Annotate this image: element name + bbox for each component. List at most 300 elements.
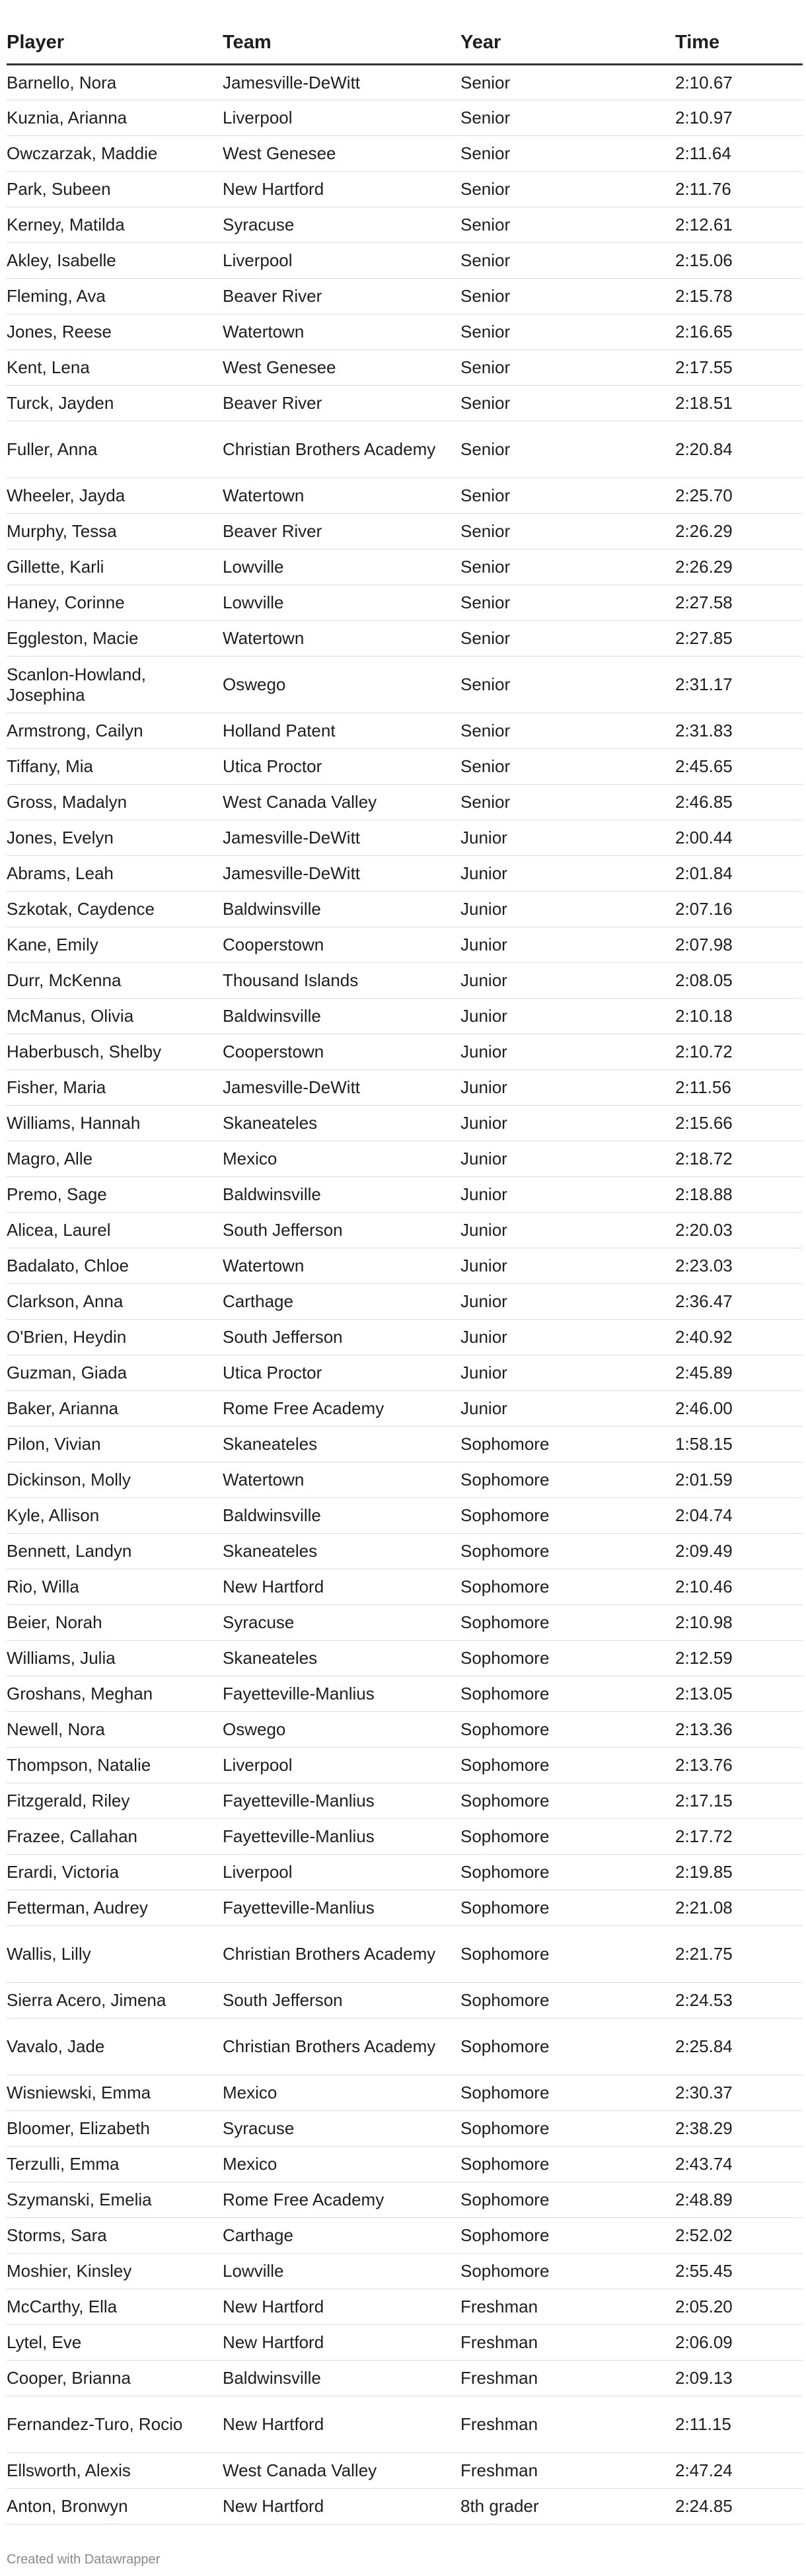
cell-team: New Hartford — [223, 172, 460, 207]
cell-time: 2:11.64 — [675, 136, 803, 172]
column-header-year[interactable]: Year — [460, 21, 675, 65]
cell-player: Durr, McKenna — [7, 963, 223, 999]
table-row — [7, 1783, 803, 1819]
table-row — [7, 657, 803, 713]
cell-team: Skaneateles — [223, 1106, 460, 1141]
cell-team: Syracuse — [223, 207, 460, 243]
cell-time: 2:43.74 — [675, 2147, 803, 2182]
column-header-player[interactable]: Player — [7, 21, 223, 65]
table-row — [7, 550, 803, 585]
cell-team: Fayetteville-Manlius — [223, 1676, 460, 1712]
table-row — [7, 386, 803, 421]
cell-team: Lowville — [223, 2254, 460, 2289]
table-row — [7, 478, 803, 514]
cell-time: 2:08.05 — [675, 963, 803, 999]
table-row — [7, 207, 803, 243]
cell-year: Senior — [460, 550, 675, 585]
cell-team: Liverpool — [223, 1855, 460, 1890]
cell-time: 2:11.76 — [675, 172, 803, 207]
cell-player: Alicea, Laurel — [7, 1213, 223, 1248]
datawrapper-credit[interactable]: Created with Datawrapper — [7, 2552, 161, 2567]
cell-year: Senior — [460, 100, 675, 136]
cell-player: Armstrong, Cailyn — [7, 713, 223, 749]
cell-year: Junior — [460, 927, 675, 963]
cell-time: 2:46.00 — [675, 1391, 803, 1427]
cell-year: Senior — [460, 478, 675, 514]
cell-player: Fitzgerald, Riley — [7, 1783, 223, 1819]
cell-player: Cooper, Brianna — [7, 2361, 223, 2396]
table-row — [7, 1819, 803, 1855]
cell-time: 2:01.59 — [675, 1462, 803, 1498]
cell-time: 2:00.44 — [675, 820, 803, 856]
cell-player: Guzman, Giada — [7, 1355, 223, 1391]
cell-player: Tiffany, Mia — [7, 749, 223, 785]
cell-year: Junior — [460, 1141, 675, 1177]
cell-player: Williams, Hannah — [7, 1106, 223, 1141]
cell-team: Watertown — [223, 314, 460, 350]
cell-time: 2:26.29 — [675, 550, 803, 585]
cell-player: Beier, Norah — [7, 1605, 223, 1641]
cell-team: Thousand Islands — [223, 963, 460, 999]
cell-year: Sophomore — [460, 1498, 675, 1534]
cell-time: 2:25.70 — [675, 478, 803, 514]
cell-time: 2:46.85 — [675, 785, 803, 820]
cell-time: 2:38.29 — [675, 2111, 803, 2147]
table-row — [7, 1034, 803, 1070]
cell-time: 2:31.83 — [675, 713, 803, 749]
cell-time: 2:06.09 — [675, 2325, 803, 2361]
cell-time: 2:11.56 — [675, 1070, 803, 1106]
cell-player: Akley, Isabelle — [7, 243, 223, 279]
cell-year: Junior — [460, 1248, 675, 1284]
table-row — [7, 314, 803, 350]
cell-time: 2:12.61 — [675, 207, 803, 243]
cell-time: 2:27.85 — [675, 621, 803, 657]
table-row — [7, 100, 803, 136]
table-row — [7, 1177, 803, 1213]
cell-team: Mexico — [223, 1141, 460, 1177]
cell-year: Junior — [460, 999, 675, 1034]
cell-player: Lytel, Eve — [7, 2325, 223, 2361]
cell-player: Jones, Reese — [7, 314, 223, 350]
table-row — [7, 1855, 803, 1890]
cell-time: 2:04.74 — [675, 1498, 803, 1534]
cell-player: Fleming, Ava — [7, 279, 223, 314]
cell-player: McManus, Olivia — [7, 999, 223, 1034]
cell-player: Gross, Madalyn — [7, 785, 223, 820]
cell-year: Freshman — [460, 2361, 675, 2396]
cell-player: Thompson, Natalie — [7, 1748, 223, 1783]
cell-year: Junior — [460, 963, 675, 999]
cell-year: Sophomore — [460, 1748, 675, 1783]
cell-time: 2:24.53 — [675, 1983, 803, 2019]
cell-player: Newell, Nora — [7, 1712, 223, 1748]
table-row — [7, 963, 803, 999]
cell-player: Baker, Arianna — [7, 1391, 223, 1427]
cell-year: Sophomore — [460, 1712, 675, 1748]
cell-time: 2:36.47 — [675, 1284, 803, 1320]
cell-time: 2:09.13 — [675, 2361, 803, 2396]
cell-team: Skaneateles — [223, 1641, 460, 1676]
cell-team: Watertown — [223, 1462, 460, 1498]
cell-time: 2:13.76 — [675, 1748, 803, 1783]
cell-year: Junior — [460, 856, 675, 892]
cell-player: Premo, Sage — [7, 1177, 223, 1213]
table-row — [7, 350, 803, 386]
cell-time: 2:30.37 — [675, 2075, 803, 2111]
cell-player: Murphy, Tessa — [7, 514, 223, 550]
table-row — [7, 1926, 803, 1983]
cell-team: Baldwinsville — [223, 1177, 460, 1213]
cell-player: Wallis, Lilly — [7, 1926, 223, 1983]
cell-team: Rome Free Academy — [223, 2182, 460, 2218]
cell-player: Fisher, Maria — [7, 1070, 223, 1106]
table-row — [7, 514, 803, 550]
cell-team: Carthage — [223, 2218, 460, 2254]
table-row — [7, 1748, 803, 1783]
table-row — [7, 999, 803, 1034]
cell-team: Beaver River — [223, 386, 460, 421]
table-row — [7, 1605, 803, 1641]
cell-year: Sophomore — [460, 1641, 675, 1676]
cell-year: Senior — [460, 386, 675, 421]
cell-time: 2:15.06 — [675, 243, 803, 279]
cell-time: 2:18.51 — [675, 386, 803, 421]
cell-player: Park, Subeen — [7, 172, 223, 207]
table-row — [7, 2289, 803, 2325]
cell-team: Christian Brothers Academy — [223, 1926, 460, 1983]
cell-player: Storms, Sara — [7, 2218, 223, 2254]
cell-year: Senior — [460, 421, 675, 478]
cell-time: 2:18.72 — [675, 1141, 803, 1177]
cell-time: 2:15.78 — [675, 279, 803, 314]
cell-year: Sophomore — [460, 2111, 675, 2147]
column-header-team[interactable]: Team — [223, 21, 460, 65]
cell-time: 2:20.03 — [675, 1213, 803, 1248]
cell-player: Owczarzak, Maddie — [7, 136, 223, 172]
cell-time: 2:09.49 — [675, 1534, 803, 1569]
table-row — [7, 2111, 803, 2147]
table-row — [7, 1712, 803, 1748]
table-row — [7, 927, 803, 963]
table-row — [7, 785, 803, 820]
table-row — [7, 2218, 803, 2254]
cell-player: Jones, Evelyn — [7, 820, 223, 856]
cell-time: 2:31.17 — [675, 657, 803, 713]
cell-time: 2:24.85 — [675, 2489, 803, 2524]
table-row — [7, 892, 803, 927]
cell-team: Beaver River — [223, 514, 460, 550]
table-row — [7, 1676, 803, 1712]
cell-year: Junior — [460, 1320, 675, 1355]
table-row — [7, 1983, 803, 2019]
cell-time: 2:12.59 — [675, 1641, 803, 1676]
table-row — [7, 1213, 803, 1248]
cell-player: Williams, Julia — [7, 1641, 223, 1676]
cell-team: New Hartford — [223, 2289, 460, 2325]
cell-team: Jamesville-DeWitt — [223, 1070, 460, 1106]
cell-time: 2:01.84 — [675, 856, 803, 892]
cell-year: Senior — [460, 207, 675, 243]
table-row — [7, 65, 803, 100]
cell-year: Sophomore — [460, 1676, 675, 1712]
cell-player: Badalato, Chloe — [7, 1248, 223, 1284]
cell-player: Haberbusch, Shelby — [7, 1034, 223, 1070]
cell-year: Junior — [460, 1106, 675, 1141]
cell-team: Beaver River — [223, 279, 460, 314]
cell-team: Holland Patent — [223, 713, 460, 749]
cell-player: Abrams, Leah — [7, 856, 223, 892]
table-row — [7, 1890, 803, 1926]
table-row — [7, 136, 803, 172]
cell-year: Sophomore — [460, 2019, 675, 2075]
table-row — [7, 2396, 803, 2453]
cell-team: South Jefferson — [223, 1320, 460, 1355]
cell-year: Sophomore — [460, 1855, 675, 1890]
table-row — [7, 172, 803, 207]
header-row — [7, 21, 803, 65]
table-row — [7, 2453, 803, 2489]
cell-time: 2:10.98 — [675, 1605, 803, 1641]
cell-team: New Hartford — [223, 2396, 460, 2453]
cell-team: Carthage — [223, 1284, 460, 1320]
table-row — [7, 621, 803, 657]
cell-player: Terzulli, Emma — [7, 2147, 223, 2182]
table-row — [7, 279, 803, 314]
cell-team: South Jefferson — [223, 1983, 460, 2019]
cell-year: Freshman — [460, 2396, 675, 2453]
cell-year: Sophomore — [460, 2254, 675, 2289]
cell-player: O'Brien, Heydin — [7, 1320, 223, 1355]
cell-year: Sophomore — [460, 1783, 675, 1819]
table-row — [7, 1569, 803, 1605]
cell-year: Sophomore — [460, 1569, 675, 1605]
cell-year: Senior — [460, 749, 675, 785]
cell-player: Turck, Jayden — [7, 386, 223, 421]
cell-time: 2:17.55 — [675, 350, 803, 386]
cell-team: West Canada Valley — [223, 2453, 460, 2489]
cell-team: Fayetteville-Manlius — [223, 1783, 460, 1819]
cell-team: Fayetteville-Manlius — [223, 1819, 460, 1855]
cell-team: Mexico — [223, 2075, 460, 2111]
cell-time: 2:40.92 — [675, 1320, 803, 1355]
table-row — [7, 2147, 803, 2182]
cell-time: 2:10.46 — [675, 1569, 803, 1605]
cell-time: 2:13.36 — [675, 1712, 803, 1748]
cell-team: Jamesville-DeWitt — [223, 65, 460, 100]
table-row — [7, 1462, 803, 1498]
cell-team: Rome Free Academy — [223, 1391, 460, 1427]
cell-team: Cooperstown — [223, 1034, 460, 1070]
cell-year: Sophomore — [460, 2218, 675, 2254]
cell-year: Sophomore — [460, 1983, 675, 2019]
cell-time: 2:19.85 — [675, 1855, 803, 1890]
cell-year: Sophomore — [460, 1890, 675, 1926]
cell-time: 2:05.20 — [675, 2289, 803, 2325]
cell-player: Eggleston, Macie — [7, 621, 223, 657]
cell-team: West Canada Valley — [223, 785, 460, 820]
cell-player: Kane, Emily — [7, 927, 223, 963]
cell-player: Kerney, Matilda — [7, 207, 223, 243]
cell-team: Liverpool — [223, 1748, 460, 1783]
cell-player: Sierra Acero, Jimena — [7, 1983, 223, 2019]
table-row — [7, 1641, 803, 1676]
cell-team: Watertown — [223, 621, 460, 657]
cell-player: Clarkson, Anna — [7, 1284, 223, 1320]
cell-player: Haney, Corinne — [7, 585, 223, 621]
cell-player: Anton, Bronwyn — [7, 2489, 223, 2524]
cell-time: 2:21.75 — [675, 1926, 803, 1983]
cell-team: South Jefferson — [223, 1213, 460, 1248]
table-row — [7, 2254, 803, 2289]
cell-year: 8th grader — [460, 2489, 675, 2524]
cell-time: 2:10.72 — [675, 1034, 803, 1070]
table-row — [7, 421, 803, 478]
table-row — [7, 1320, 803, 1355]
cell-time: 2:17.15 — [675, 1783, 803, 1819]
cell-team: Syracuse — [223, 2111, 460, 2147]
cell-time: 2:15.66 — [675, 1106, 803, 1141]
cell-player: Rio, Willa — [7, 1569, 223, 1605]
table-header — [7, 21, 803, 65]
cell-year: Senior — [460, 136, 675, 172]
cell-team: Skaneateles — [223, 1427, 460, 1462]
table-row — [7, 585, 803, 621]
cell-player: Bennett, Landyn — [7, 1534, 223, 1569]
cell-year: Senior — [460, 243, 675, 279]
cell-year: Sophomore — [460, 1427, 675, 1462]
cell-player: Ellsworth, Alexis — [7, 2453, 223, 2489]
cell-team: Jamesville-DeWitt — [223, 856, 460, 892]
cell-year: Junior — [460, 1355, 675, 1391]
table-row — [7, 1284, 803, 1320]
cell-time: 2:11.15 — [675, 2396, 803, 2453]
cell-time: 2:26.29 — [675, 514, 803, 550]
cell-team: Utica Proctor — [223, 1355, 460, 1391]
cell-team: Baldwinsville — [223, 1498, 460, 1534]
cell-team: Lowville — [223, 585, 460, 621]
cell-year: Sophomore — [460, 1462, 675, 1498]
cell-time: 2:48.89 — [675, 2182, 803, 2218]
cell-year: Sophomore — [460, 2147, 675, 2182]
cell-team: New Hartford — [223, 1569, 460, 1605]
cell-team: Liverpool — [223, 100, 460, 136]
cell-time: 1:58.15 — [675, 1427, 803, 1462]
cell-team: Cooperstown — [223, 927, 460, 963]
cell-time: 2:25.84 — [675, 2019, 803, 2075]
cell-time: 2:07.16 — [675, 892, 803, 927]
column-header-time[interactable]: Time — [675, 21, 803, 65]
cell-year: Senior — [460, 350, 675, 386]
cell-year: Senior — [460, 621, 675, 657]
table-row — [7, 820, 803, 856]
cell-player: Barnello, Nora — [7, 65, 223, 100]
data-table — [7, 21, 803, 2524]
cell-player: Vavalo, Jade — [7, 2019, 223, 2075]
cell-year: Sophomore — [460, 1819, 675, 1855]
cell-team: West Genesee — [223, 136, 460, 172]
cell-team: Christian Brothers Academy — [223, 2019, 460, 2075]
cell-time: 2:47.24 — [675, 2453, 803, 2489]
cell-team: Watertown — [223, 478, 460, 514]
cell-player: Fuller, Anna — [7, 421, 223, 478]
cell-player: McCarthy, Ella — [7, 2289, 223, 2325]
cell-team: Utica Proctor — [223, 749, 460, 785]
cell-time: 2:21.08 — [675, 1890, 803, 1926]
cell-team: Fayetteville-Manlius — [223, 1890, 460, 1926]
cell-year: Sophomore — [460, 1534, 675, 1569]
table-row — [7, 1106, 803, 1141]
cell-year: Junior — [460, 1177, 675, 1213]
cell-year: Sophomore — [460, 2075, 675, 2111]
cell-player: Szymanski, Emelia — [7, 2182, 223, 2218]
table-row — [7, 2019, 803, 2075]
cell-team: Watertown — [223, 1248, 460, 1284]
cell-player: Wisniewski, Emma — [7, 2075, 223, 2111]
table-row — [7, 2489, 803, 2524]
cell-player: Erardi, Victoria — [7, 1855, 223, 1890]
cell-team: Syracuse — [223, 1605, 460, 1641]
cell-time: 2:55.45 — [675, 2254, 803, 2289]
table-row — [7, 1248, 803, 1284]
cell-time: 2:07.98 — [675, 927, 803, 963]
cell-player: Bloomer, Elizabeth — [7, 2111, 223, 2147]
table-row — [7, 713, 803, 749]
cell-year: Freshman — [460, 2289, 675, 2325]
table-row — [7, 1141, 803, 1177]
cell-player: Magro, Alle — [7, 1141, 223, 1177]
table-row — [7, 1427, 803, 1462]
cell-time: 2:45.89 — [675, 1355, 803, 1391]
table-row — [7, 1070, 803, 1106]
table-row — [7, 1391, 803, 1427]
cell-year: Freshman — [460, 2325, 675, 2361]
table-row — [7, 243, 803, 279]
cell-player: Frazee, Callahan — [7, 1819, 223, 1855]
cell-time: 2:17.72 — [675, 1819, 803, 1855]
cell-year: Senior — [460, 585, 675, 621]
cell-time: 2:10.67 — [675, 65, 803, 100]
cell-year: Junior — [460, 1284, 675, 1320]
table-row — [7, 2361, 803, 2396]
cell-player: Moshier, Kinsley — [7, 2254, 223, 2289]
cell-player: Fetterman, Audrey — [7, 1890, 223, 1926]
cell-player: Scanlon-Howland, Josephina — [7, 657, 223, 713]
cell-time: 2:45.65 — [675, 749, 803, 785]
cell-player: Wheeler, Jayda — [7, 478, 223, 514]
cell-player: Fernandez-Turo, Rocio — [7, 2396, 223, 2453]
cell-time: 2:20.84 — [675, 421, 803, 478]
cell-team: New Hartford — [223, 2325, 460, 2361]
cell-year: Senior — [460, 657, 675, 713]
cell-year: Junior — [460, 1213, 675, 1248]
cell-time: 2:27.58 — [675, 585, 803, 621]
cell-team: Skaneateles — [223, 1534, 460, 1569]
cell-player: Szkotak, Caydence — [7, 892, 223, 927]
cell-time: 2:23.03 — [675, 1248, 803, 1284]
cell-year: Freshman — [460, 2453, 675, 2489]
cell-team: Oswego — [223, 657, 460, 713]
table-row — [7, 1534, 803, 1569]
table-row — [7, 2182, 803, 2218]
cell-year: Senior — [460, 172, 675, 207]
cell-year: Sophomore — [460, 2182, 675, 2218]
table-row — [7, 856, 803, 892]
cell-year: Senior — [460, 279, 675, 314]
table-row — [7, 1355, 803, 1391]
table-row — [7, 1498, 803, 1534]
cell-team: Baldwinsville — [223, 2361, 460, 2396]
